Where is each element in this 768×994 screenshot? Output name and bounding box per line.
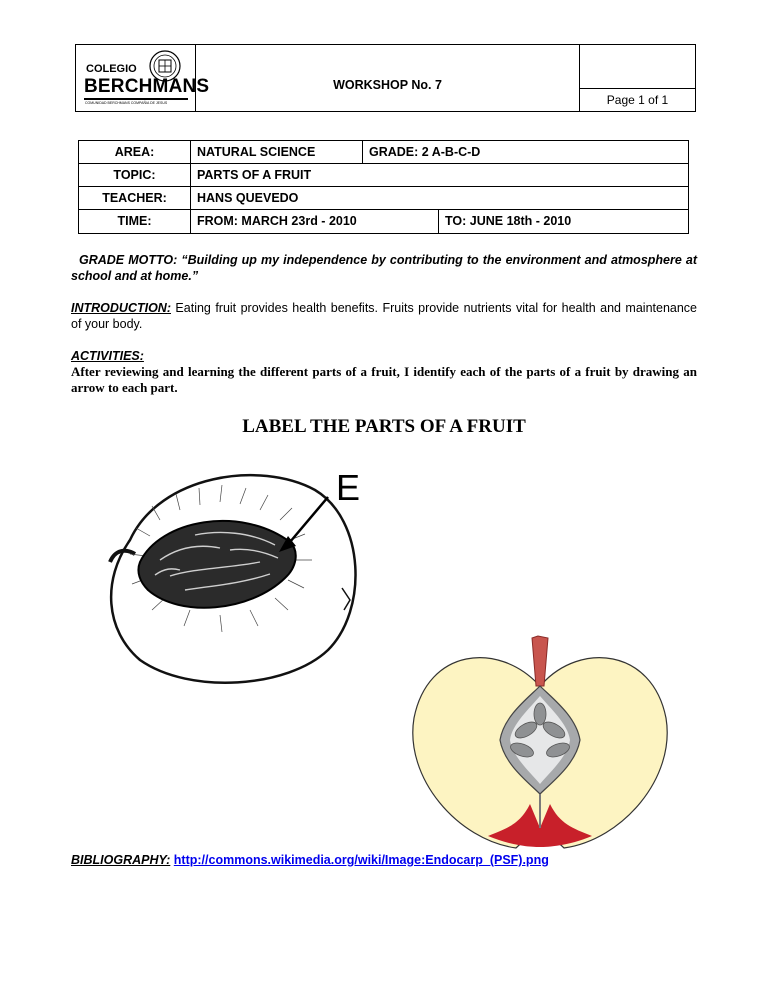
section-title: LABEL THE PARTS OF A FRUIT (242, 416, 526, 437)
time-from: FROM: MARCH 23rd - 2010 (191, 210, 439, 233)
introduction-text: Eating fruit provides health benefits. Fruits provide nutrients vital for health and maintenance of your body. (71, 301, 697, 331)
logo-underline (84, 98, 188, 100)
info-row-teacher (79, 187, 688, 210)
introduction-label: INTRODUCTION: (71, 301, 171, 315)
label-e: E (336, 467, 361, 508)
introduction (71, 300, 697, 332)
area-label: AREA: (79, 141, 191, 163)
bibliography-link[interactable]: http://commons.wikimedia.org/wiki/Image:Endocarp_(PSF).png (173, 853, 549, 867)
topic-value: PARTS OF A FRUIT (197, 168, 312, 182)
time-to: TO: JUNE 18th - 2010 (445, 214, 572, 228)
logo-top-text: COLEGIO (86, 63, 137, 75)
info-row-area (79, 141, 688, 164)
workshop-title: WORKSHOP No. 7 (333, 78, 442, 92)
info-row-topic (79, 164, 688, 187)
grade-motto: GRADE MOTTO: “Building up my independence by contributing to the environment and atmosphere at school and at home.” (71, 253, 697, 283)
activities-text: After reviewing and learning the different parts of a fruit, I identify each of the parts of a fruit by drawing an arrow to each part. (71, 364, 697, 395)
area-value: NATURAL SCIENCE (191, 141, 363, 163)
logo-cell (76, 45, 210, 111)
header-box (75, 44, 696, 112)
bibliography-label: BIBLIOGRAPHY: (71, 853, 171, 867)
page-number: Page 1 of 1 (580, 88, 695, 111)
logo-main-text: BERCHMANS (84, 76, 210, 97)
info-table (78, 140, 689, 234)
topic-label: TOPIC: (79, 164, 191, 186)
activities-label: ACTIVITIES: (71, 349, 144, 363)
page-cell (579, 45, 695, 111)
bibliography (71, 853, 549, 867)
time-label: TIME: (79, 210, 191, 233)
teacher-label: TEACHER: (79, 187, 191, 209)
peach-drupe-illustration (100, 450, 370, 695)
apple-cross-section-illustration (408, 628, 678, 853)
teacher-value: HANS QUEVEDO (197, 191, 299, 205)
logo-sub-text: COMUNIDAD BERCHMANS COMPAÑIA DE JESUS (85, 101, 168, 105)
info-row-time (79, 210, 688, 233)
grade-value: GRADE: 2 A-B-C-D (369, 145, 481, 159)
